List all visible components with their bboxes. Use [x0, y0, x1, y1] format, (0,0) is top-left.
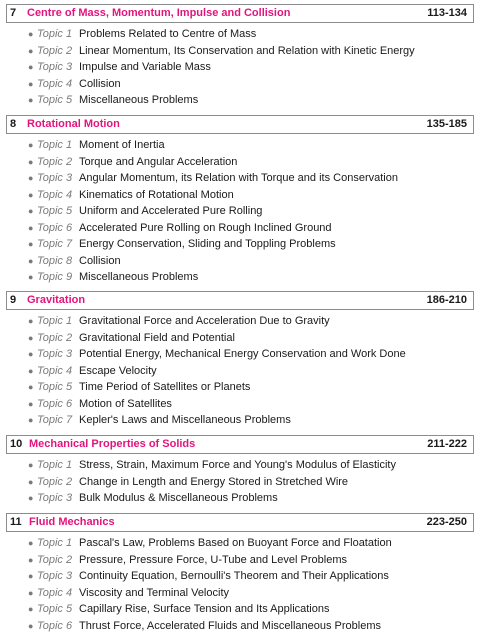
topic-label: Topic 5: [37, 379, 72, 396]
topic-title: Moment of Inertia: [79, 137, 165, 154]
topic-item: [6, 396, 474, 413]
chapter-8: [6, 115, 474, 286]
topic-label: Topic 5: [37, 203, 72, 220]
chapter-header: [6, 4, 474, 23]
chapter-number: 9: [10, 292, 16, 309]
topic-label: Topic 7: [37, 412, 72, 429]
topic-title: Problems Related to Centre of Mass: [79, 26, 256, 43]
bullet-icon: ●: [28, 535, 33, 552]
topic-label: Topic 1: [37, 137, 72, 154]
topic-item: [6, 412, 474, 429]
topic-title: Gravitational Force and Acceleration Due to Gravity: [79, 313, 330, 330]
topic-title: Pressure, Pressure Force, U-Tube and Level Problems: [79, 552, 347, 569]
topic-item: [6, 170, 474, 187]
topic-label: Topic 2: [37, 43, 72, 60]
topic-item: [6, 187, 474, 204]
topic-title: Motion of Satellites: [79, 396, 172, 413]
chapter-title: Rotational Motion: [27, 116, 120, 133]
chapter-header: [6, 513, 474, 532]
topic-item: [6, 379, 474, 396]
bullet-icon: ●: [28, 457, 33, 474]
topic-label: Topic 6: [37, 618, 72, 634]
topic-label: Topic 3: [37, 490, 72, 507]
bullet-icon: ●: [28, 601, 33, 618]
chapter-number: 10: [10, 436, 22, 453]
bullet-icon: ●: [28, 313, 33, 330]
chapter-page-range: 135-185: [427, 116, 467, 133]
topic-label: Topic 2: [37, 154, 72, 171]
topic-title: Escape Velocity: [79, 363, 157, 380]
topic-label: Topic 1: [37, 535, 72, 552]
topic-title: Kinematics of Rotational Motion: [79, 187, 234, 204]
topic-label: Topic 4: [37, 363, 72, 380]
chapter-9: [6, 291, 474, 429]
topic-item: [6, 92, 474, 109]
bullet-icon: ●: [28, 154, 33, 171]
bullet-icon: ●: [28, 490, 33, 507]
bullet-icon: ●: [28, 92, 33, 109]
topic-item: [6, 535, 474, 552]
bullet-icon: ●: [28, 203, 33, 220]
topic-title: Linear Momentum, Its Conservation and Relation with Kinetic Energy: [79, 43, 415, 60]
topic-label: Topic 1: [37, 313, 72, 330]
chapter-title: Gravitation: [27, 292, 85, 309]
chapter-title: Fluid Mechanics: [29, 514, 115, 531]
topic-item: [6, 236, 474, 253]
bullet-icon: ●: [28, 552, 33, 569]
topic-item: [6, 26, 474, 43]
topic-title: Collision: [79, 76, 121, 93]
bullet-icon: ●: [28, 43, 33, 60]
topic-title: Angular Momentum, its Relation with Torque and its Conservation: [79, 170, 398, 187]
topic-label: Topic 3: [37, 568, 72, 585]
topic-item: [6, 137, 474, 154]
bullet-icon: ●: [28, 618, 33, 634]
topic-title: Change in Length and Energy Stored in Stretched Wire: [79, 474, 348, 491]
chapter-header: [6, 291, 474, 310]
chapter-page-range: 211-222: [427, 436, 467, 453]
topic-title: Torque and Angular Acceleration: [79, 154, 237, 171]
chapter-header: [6, 435, 474, 454]
topic-label: Topic 2: [37, 474, 72, 491]
topic-item: [6, 490, 474, 507]
bullet-icon: ●: [28, 412, 33, 429]
topic-item: [6, 253, 474, 270]
bullet-icon: ●: [28, 253, 33, 270]
topic-item: [6, 76, 474, 93]
topic-list: [6, 26, 474, 109]
topic-list: [6, 137, 474, 286]
chapter-header: [6, 115, 474, 134]
bullet-icon: ●: [28, 330, 33, 347]
topic-item: [6, 330, 474, 347]
bullet-icon: ●: [28, 26, 33, 43]
topic-label: Topic 5: [37, 601, 72, 618]
topic-title: Thrust Force, Accelerated Fluids and Miscellaneous Problems: [79, 618, 381, 634]
bullet-icon: ●: [28, 236, 33, 253]
chapter-number: 8: [10, 116, 16, 133]
topic-title: Viscosity and Terminal Velocity: [79, 585, 229, 602]
bullet-icon: ●: [28, 585, 33, 602]
topic-title: Miscellaneous Problems: [79, 269, 198, 286]
topic-label: Topic 1: [37, 26, 72, 43]
topic-title: Uniform and Accelerated Pure Rolling: [79, 203, 262, 220]
bullet-icon: ●: [28, 568, 33, 585]
topic-title: Bulk Modulus & Miscellaneous Problems: [79, 490, 278, 507]
topic-item: [6, 203, 474, 220]
topic-list: [6, 457, 474, 507]
chapter-title: Mechanical Properties of Solids: [29, 436, 195, 453]
bullet-icon: ●: [28, 269, 33, 286]
topic-item: [6, 552, 474, 569]
bullet-icon: ●: [28, 170, 33, 187]
topic-label: Topic 7: [37, 236, 72, 253]
topic-list: [6, 535, 474, 634]
topic-item: [6, 568, 474, 585]
bullet-icon: ●: [28, 59, 33, 76]
chapter-page-range: 113-134: [427, 5, 467, 22]
topic-label: Topic 4: [37, 187, 72, 204]
topic-title: Pascal's Law, Problems Based on Buoyant Force and Floatation: [79, 535, 392, 552]
topic-title: Time Period of Satellites or Planets: [79, 379, 250, 396]
topic-item: [6, 269, 474, 286]
topic-item: [6, 313, 474, 330]
topic-item: [6, 601, 474, 618]
topic-label: Topic 4: [37, 585, 72, 602]
topic-item: [6, 474, 474, 491]
chapter-10: [6, 435, 474, 507]
topic-label: Topic 2: [37, 552, 72, 569]
topic-item: [6, 59, 474, 76]
topic-list: [6, 313, 474, 429]
bullet-icon: ●: [28, 379, 33, 396]
topic-label: Topic 3: [37, 59, 72, 76]
topic-title: Capillary Rise, Surface Tension and Its Applications: [79, 601, 330, 618]
bullet-icon: ●: [28, 396, 33, 413]
chapter-page-range: 186-210: [427, 292, 467, 309]
topic-label: Topic 6: [37, 396, 72, 413]
topic-item: [6, 154, 474, 171]
topic-label: Topic 4: [37, 76, 72, 93]
topic-title: Collision: [79, 253, 121, 270]
bullet-icon: ●: [28, 346, 33, 363]
topic-title: Energy Conservation, Sliding and Toppling Problems: [79, 236, 336, 253]
topic-title: Gravitational Field and Potential: [79, 330, 235, 347]
bullet-icon: ●: [28, 363, 33, 380]
bullet-icon: ●: [28, 187, 33, 204]
topic-item: [6, 43, 474, 60]
chapter-title: Centre of Mass, Momentum, Impulse and Collision: [27, 5, 290, 22]
topic-title: Stress, Strain, Maximum Force and Young's Modulus of Elasticity: [79, 457, 396, 474]
topic-item: [6, 618, 474, 634]
topic-label: Topic 8: [37, 253, 72, 270]
topic-title: Impulse and Variable Mass: [79, 59, 211, 76]
chapter-number: 7: [10, 5, 16, 22]
topic-label: Topic 1: [37, 457, 72, 474]
topic-title: Miscellaneous Problems: [79, 92, 198, 109]
topic-label: Topic 5: [37, 92, 72, 109]
topic-item: [6, 585, 474, 602]
topic-item: [6, 457, 474, 474]
topic-title: Continuity Equation, Bernoulli's Theorem and Their Applications: [79, 568, 389, 585]
topic-label: Topic 6: [37, 220, 72, 237]
bullet-icon: ●: [28, 474, 33, 491]
topic-label: Topic 9: [37, 269, 72, 286]
topic-item: [6, 346, 474, 363]
topic-label: Topic 3: [37, 170, 72, 187]
bullet-icon: ●: [28, 220, 33, 237]
bullet-icon: ●: [28, 76, 33, 93]
topic-item: [6, 363, 474, 380]
topic-label: Topic 2: [37, 330, 72, 347]
bullet-icon: ●: [28, 137, 33, 154]
chapter-page-range: 223-250: [427, 514, 467, 531]
chapter-11: [6, 513, 474, 634]
topic-title: Kepler's Laws and Miscellaneous Problems: [79, 412, 291, 429]
topic-title: Potential Energy, Mechanical Energy Conservation and Work Done: [79, 346, 406, 363]
topic-label: Topic 3: [37, 346, 72, 363]
chapter-7: [6, 4, 474, 109]
topic-item: [6, 220, 474, 237]
chapter-number: 11: [10, 514, 22, 531]
topic-title: Accelerated Pure Rolling on Rough Inclined Ground: [79, 220, 332, 237]
